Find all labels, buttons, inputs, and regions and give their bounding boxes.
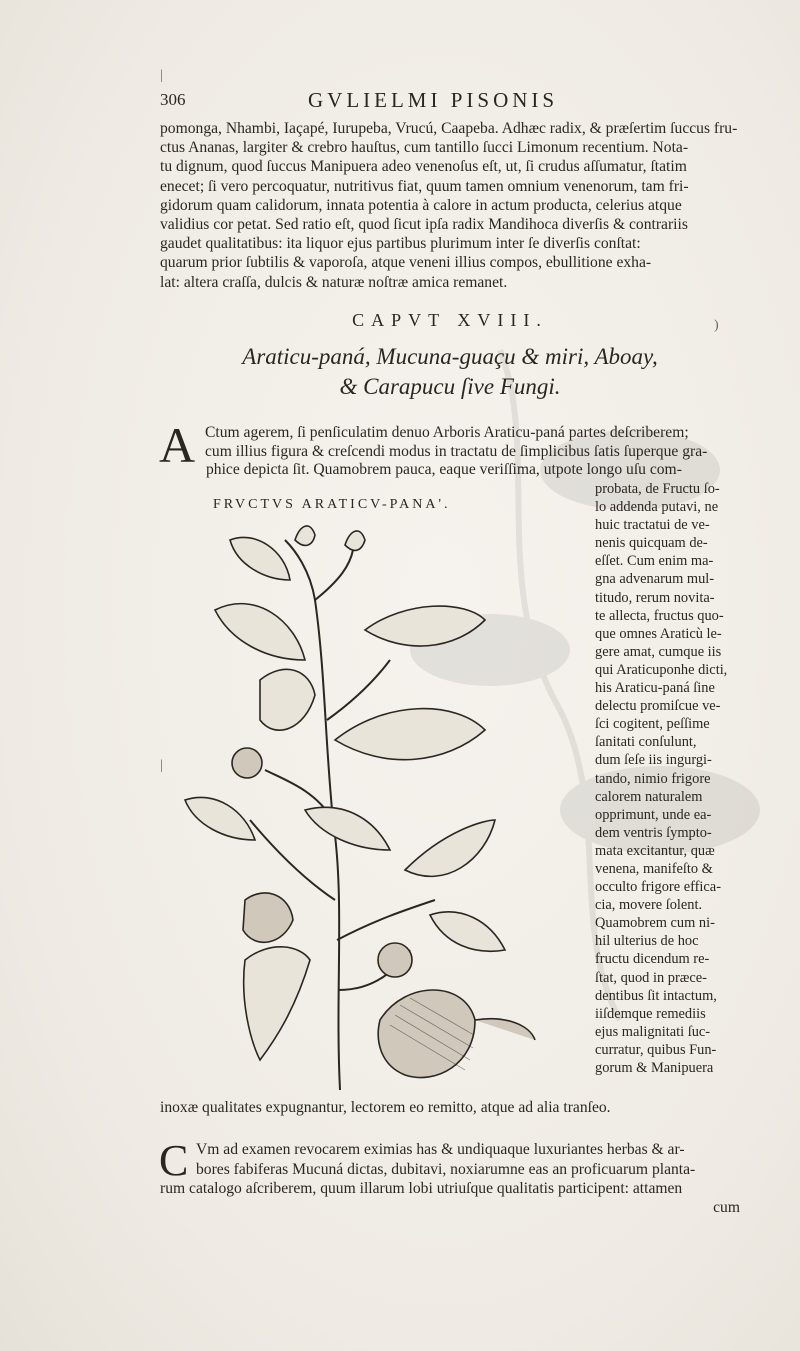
text-line: nenis quicquam de- — [595, 535, 708, 552]
chapter-subtitle — [160, 342, 740, 402]
margin-mark: | — [160, 758, 163, 773]
text-line: que omnes Araticù le- — [595, 625, 722, 642]
paragraph-4-opening — [196, 1140, 740, 1159]
chapter-subtitle-line: Araticu-paná, Mucuna-guaçu & miri, Aboay, — [242, 344, 658, 369]
text-line: fructu dicendum re- — [595, 951, 710, 968]
running-title: GVLIELMI PISONIS — [308, 88, 559, 112]
text-line: pomonga, Nhambi, Iaçapé, Iurupeba, Vrucú, Caapeba. Adhæc radix, & præſertim ſuccus fru- — [160, 120, 738, 137]
text-line: cum — [713, 1199, 740, 1217]
margin-mark: | — [160, 68, 163, 83]
text-line: ejus malignitati ſuc- — [595, 1023, 711, 1040]
paragraph-1 — [160, 119, 740, 292]
text-line: curratur, quibus Fun- — [595, 1041, 717, 1058]
running-head — [160, 88, 740, 112]
text-line: dem ventris ſympto- — [595, 824, 712, 841]
text-line: gna advenarum mul- — [595, 571, 715, 588]
text-line: dentibus ſit intactum, — [595, 987, 717, 1004]
text-line: dum ſeſe iis ingurgi- — [595, 752, 712, 769]
text-line: delectu promiſcue ve- — [595, 698, 721, 715]
text-line: lat: altera craſſa, dulcis & naturæ noſtræ amica remanet. — [160, 273, 508, 291]
margin-mark: ) — [714, 318, 719, 333]
text-line: occulto frigore effica- — [595, 879, 721, 896]
plant-woodcut-illustration — [175, 520, 545, 1090]
text-line: gorum & Manipuera — [595, 1060, 714, 1076]
text-line: Quamobrem cum ni- — [595, 915, 715, 932]
text-line: venena, manifeſto & — [595, 860, 713, 877]
text-line: his Araticu-paná ſine — [595, 680, 715, 697]
text-line: gidorum quam calidorum, innata potentia à calore in actum producta, celerius atque — [160, 196, 682, 214]
text-line: calorem naturalem — [595, 788, 703, 805]
paragraph-2-column — [595, 480, 740, 1077]
paragraph-4-body — [160, 1160, 740, 1218]
drop-cap: C — [159, 1136, 189, 1185]
text-line: phice depicta ſit. Quamobrem pauca, eaque veriſſima, utpote longo uſu com- — [206, 461, 682, 478]
text-line: probata, de Fructu ſo- — [595, 481, 720, 497]
text-line: ſtat, quod in præce- — [595, 969, 707, 986]
text-line: inoxæ qualitates expugnantur, lectorem eo remitto, atque ad alia tranſeo. — [160, 1099, 611, 1116]
figure-caption: FRVCTVS ARATICV-PANA'. — [213, 497, 451, 512]
text-line: tando, nimio frigore — [595, 770, 711, 787]
text-line: tu dignum, quod ſuccus Manipuera adeo venenoſus eſt, ut, ſi crudus aſſumatur, ſtatim — [160, 158, 687, 176]
text-line: validius cor petat. Sed ratio eſt, quod ſicut ipſa radix Mandihoca diverſis & contrariis — [160, 216, 688, 234]
text-line: huic tractatui de ve- — [595, 517, 710, 534]
text-line: quarum prior ſubtilis & vaporoſa, atque veneni illius compos, ebullitione exha- — [160, 254, 652, 272]
page-number: 306 — [160, 90, 186, 109]
chapter-heading: CAPVT XVIII. — [352, 310, 548, 330]
text-line: enecet; ſi vero percoquatur, nutritivus fiat, quum tamen omnium venenorum, tam fri- — [160, 177, 689, 195]
text-line: Vm ad examen revocarem eximias has & undiquaque luxuriantes herbas & ar- — [196, 1141, 685, 1158]
drop-cap: A — [159, 417, 196, 473]
text-line: iiſdemque remediis — [595, 1005, 706, 1022]
text-line: gere amat, cumque iis — [595, 643, 722, 660]
text-line: ſci cogitent, peſſime — [595, 716, 710, 733]
text-line: qui Araticuponhe dicti, — [595, 661, 728, 678]
text-line: ctus Ananas, largiter & crebro hauſtus, cum tantillo ſucci Limonum recentium. Nota- — [160, 139, 689, 157]
text-line: opprimunt, unde ea- — [595, 806, 712, 823]
paragraph-3 — [160, 1098, 740, 1117]
text-line: lo addenda putavi, ne — [595, 499, 719, 516]
paragraph-2-opening — [205, 423, 740, 461]
text-line: Ctum agerem, ſi penſiculatim denuo Arboris Araticu-paná partes deſcriberem; — [205, 424, 689, 441]
chapter-subtitle-line: & Carapucu ſive Fungi. — [339, 374, 561, 399]
text-line: hil ulterius de hoc — [595, 933, 699, 950]
text-line: te allecta, fructus quo- — [595, 607, 724, 624]
text-line: cum illius figura & creſcendi modus in tractatu de ſimplicibus ſatis ſuperque gra- — [205, 443, 708, 461]
text-line: rum catalogo aſcriberem, quum illarum lobi utriuſque qualitatis participent: attamen — [160, 1180, 683, 1198]
text-line: ſanitati conſulunt, — [595, 734, 697, 751]
text-line: bores fabiferas Mucuná dictas, dubitavi, noxiarumne eas an proficuarum planta- — [196, 1161, 696, 1178]
text-line: mata excitantur, quæ — [595, 842, 715, 859]
text-line: titudo, rerum novita- — [595, 589, 715, 606]
text-line: eſſet. Cum enim ma- — [595, 553, 714, 570]
text-line: gaudet qualitatibus: ita liquor ejus partibus plurimum inter ſe diverſis conſtat: — [160, 235, 641, 253]
paragraph-2-full-line — [160, 460, 740, 479]
text-line: cia, movere ſolent. — [595, 897, 703, 914]
